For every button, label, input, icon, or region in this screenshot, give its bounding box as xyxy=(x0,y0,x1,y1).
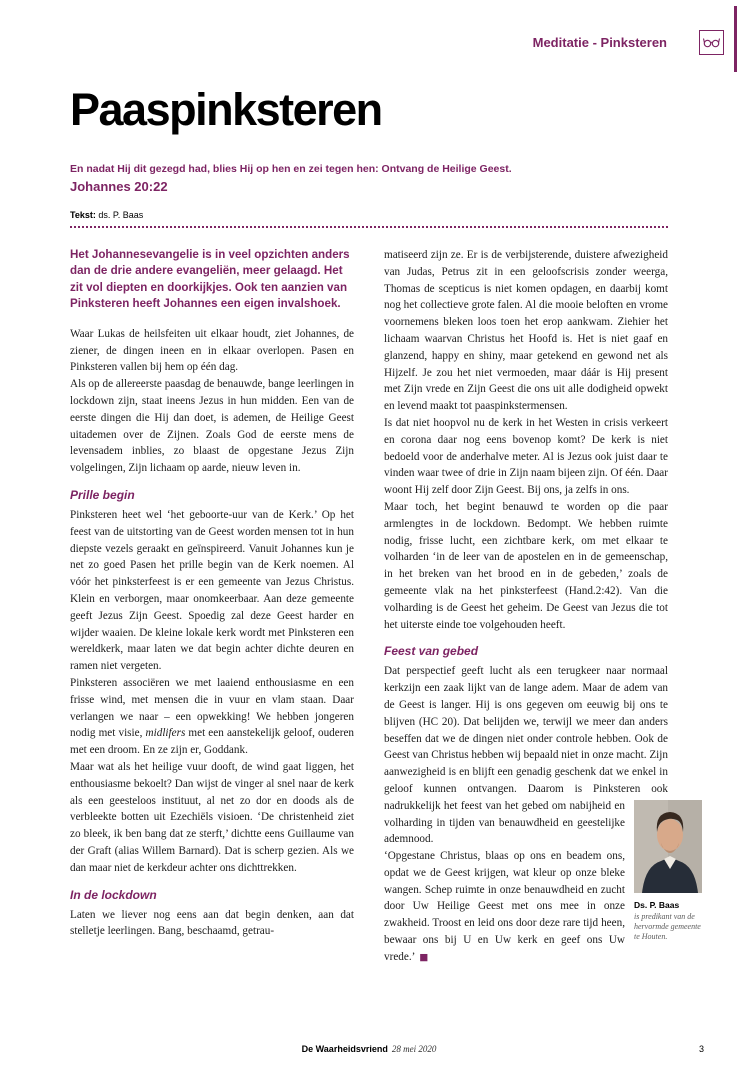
paragraph: Als op de allereerste paasdag de benauwde, bange leerlingen in lockdown zijn, staat ineens Jezus in hun midden. Een van de eerste dingen die Hij dan doet, is ademen, de Heilige Geest uitademen over de Zijnen. Zoals God de eerste mens de levensadem inblies, zo blaast de opgestane Jezus Zijn volgelingen, Zijn lichaam op aarde, nieuw leven in. xyxy=(70,378,354,475)
byline xyxy=(70,210,668,220)
byline-author: ds. P. Baas xyxy=(98,210,144,220)
paragraph xyxy=(70,675,354,759)
paragraph: Waar Lukas de heilsfeiten uit elkaar houdt, ziet Johannes, de ziener, de dingen ineen en in elkaar overlopen. Pasen en Pinksteren vallen bij hem op één dag. xyxy=(70,327,354,374)
subheading-feest-van-gebed: Feest van gebed xyxy=(384,644,479,659)
paragraph: matiseerd zijn ze. Er is de verbijsterende, duistere afwezigheid van Judas, Petrus zit in een geloofscrisis zonder weerga, Thomas de scepticus is niet komen opdagen, en daarbij komt nog het collectieve grote falen. Al die mooie beloften en vrome voornemens bleken loos toen het erop aankwam. Ziehier het lichaam waarvan Christus het Hoofd is. Het is niet gaaf en glanzend, happy en shiny, maar getekend en gewond net als Hijzelf. Je zou het niet vermoeden, maar dáár is Hij present met Zijn vrede en Zijn Geest die ons uit alle dodigheid opwekt en levend maakt tot paaspinkstermensen. xyxy=(384,249,668,413)
author-description: is predikant van de hervormde gemeente te Houten. xyxy=(634,912,701,942)
magazine-name: De Waarheidsvriend xyxy=(301,1044,388,1054)
paragraph: Laten we liever nog eens aan dat begin denken, aan dat stelletje leerlingen. Bang, beschaamd, getrau- xyxy=(70,908,354,938)
author-box xyxy=(634,800,702,943)
article-columns xyxy=(70,247,701,966)
emphasized-word: midlifers xyxy=(145,727,186,740)
dotted-divider xyxy=(70,226,668,228)
article-intro: Het Johannesevangelie is in veel opzichten anders dan de drie andere evangeliën, meer gelaagd. Het zit vol diepten en doorkijkjes. Ook ten aanzien van Pinksteren heeft Johannes een eigen invalshoek. xyxy=(70,248,350,311)
page-footer xyxy=(70,1044,668,1054)
end-mark-icon: ■ xyxy=(419,951,429,963)
issue-date: 28 mei 2020 xyxy=(391,1044,437,1054)
paragraph-text: ‘Opgestane Christus, blaas op ons en beadem ons, opdat we de Geest krijgen, wat kleur op onze bleke wangen. Schep ruimte in onze benauwdheid en zucht door Uw Heilige Geest met ons mee in onze zwakheid. Troost en leid ons door deze rare tijd heen, bewaar ons bij U en Uw kerk en geef ons Uw vrede.’ xyxy=(384,850,625,963)
author-photo xyxy=(634,800,702,893)
article-title: Paaspinksteren xyxy=(70,84,382,135)
paragraph: Pinksteren heet wel ‘het geboorte-uur van de Kerk.’ Op het feest van de uitstorting van de Geest worden mensen tot in hun diepste vezels geraakt en geïnspireerd. Vanuit Johannes kun je net zo goed Pasen het prille begin van de Kerk noemen. Al vóór het pinksterfeest is er een gemeente van Jezus Christus. Klein en verborgen, maar onomkeerbaar. Aan deze gemeente geeft Jezus Zijn Geest. Spoedig zal deze Geest harder en wijder waaien. De kleine lokale kerk wordt met Pinksteren een wereldkerk, maar laten we dat begin achter dichte deuren en ramen niet vergeten. xyxy=(70,508,354,673)
verse-reference: Johannes 20:22 xyxy=(70,179,168,194)
left-column xyxy=(70,247,354,966)
subheading-prille-begin: Prille begin xyxy=(70,487,135,502)
paragraph-text: om nabijheid en volharding in tijden van benauwdheid en geestelijke ademnood. xyxy=(384,799,625,846)
author-name: Ds. P. Baas xyxy=(634,899,680,910)
paragraph-text: met een aanstekelijk geloof, ouderen met een droom. En ze zijn er, Goddank. xyxy=(70,727,355,757)
paragraph: Maar wat als het heilige vuur dooft, de wind gaat liggen, het enthousiasme bekoelt? Dan wijst de vinger al snel naar de kerk als een geesteloos instituut, al net zo dor en doods als de verbleekte botten uit Ezechiëls visioen. ‘De christenheid ziet zo bleek, ik ben bang dat ze sterft,’ dichtte eens Guillaume van der Graft (alias Willem Barnard). Dat is scherp gezien. Als we dan maar niet de kerkdeur achter ons dichttrekken. xyxy=(70,760,354,874)
verse-text: En nadat Hij dit gezegd had, blies Hij op hen en zei tegen hen: Ontvang de Heilige Geest. xyxy=(70,163,512,175)
subheading-in-de-lockdown: In de lockdown xyxy=(70,887,157,902)
paragraph-text: Dat perspectief geeft lucht als een terugkeer naar normaal kerkzijn een zaak lijkt van de lange adem. Maar de adem van de Geest is langer. Hij is ons gegeven om eeuwig bij ons te blijven (HC 20). Dat belijden we, terwijl we meer dan anders beseffen dat we de dingen niet onder controle hebben. Ook de Geest van Christus hebben wij bepaald niet in onze macht. Zijn aanwezigheid is en blijft een genadig geschenk dat we enkel in geloof kunnen ontvangen. Daarom is Pinksteren ook nadrukkelijk het feest van het gebed xyxy=(384,665,668,812)
paragraph-text: Pinksteren associëren we met laaiend enthousiasme en een frisse wind, met mensen die in vuur en vlam staan. Daar verlangen we naar – een opwekking! We hebben jongeren nodig met visie, xyxy=(70,676,354,740)
paragraph: Maar toch, het begint benauwd te worden op die paar armlengtes in de lockdown. Bedompt. We hebben ruimte nodig, frisse lucht, een zichtbare kerk, om met elkaar te volharden ‘in de leer van de apostelen en in de gemeenschap, in het breken van het brood en in de gebeden,’ zoals de gemeente vlak na het pinksterfeest (Hand.2:42). Van die volharding is de Geest het geheim. De Geest van Jezus die tot het uiterste einde toe volgehouden heeft. xyxy=(384,500,668,631)
section-label: Meditatie - Pinksteren xyxy=(532,35,667,50)
right-column xyxy=(384,247,701,966)
byline-label: Tekst: xyxy=(70,210,96,220)
paragraph: Is dat niet hoopvol nu de kerk in het Westen in crisis verkeert en corona daar nog eens bovenop komt? De kerk is niet bedoeld voor de anderhalve meter. Al is Jezus ook juist daar te vinden waar twee of drie in Zijn naam bijeen zijn. Of één. Daar woont Hij zelf door Zijn Geest. Bij ons, ja zelfs in ons. xyxy=(384,416,668,497)
page-number: 3 xyxy=(698,1044,704,1054)
closing-prayer-paragraph xyxy=(384,848,668,966)
